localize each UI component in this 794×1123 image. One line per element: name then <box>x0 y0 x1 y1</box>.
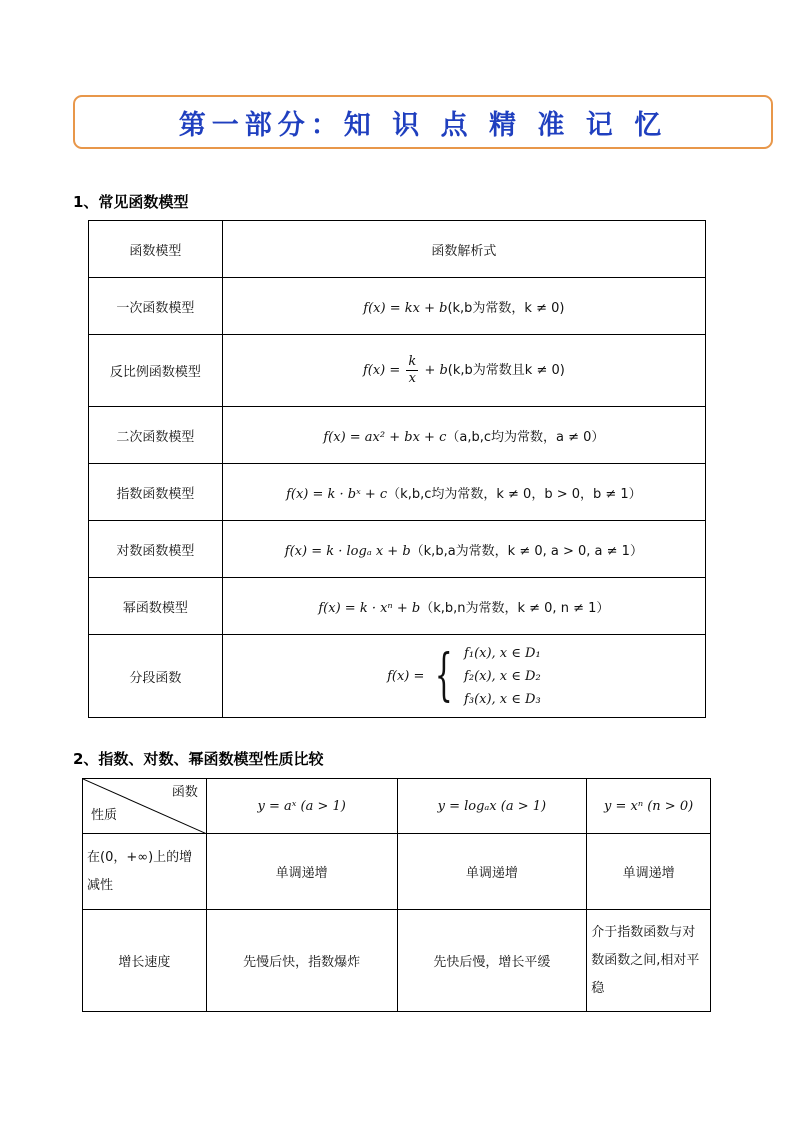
model-name: 幂函数模型 <box>89 578 223 635</box>
table-row <box>89 335 706 407</box>
model-name: 反比例函数模型 <box>89 335 223 407</box>
model-formula: f(x) = { f₁(x), x ∈ D₁ f₂(x), x ∈ D₂ f₃(x), x ∈ D₃ <box>222 635 705 718</box>
model-formula: f(x) = k · xⁿ + b（k,b,n为常数，k ≠ 0, n ≠ 1） <box>222 578 705 635</box>
property-value: 介于指数函数与对数函数之间,相对平稳 <box>587 910 711 1012</box>
property-value: 单调递增 <box>587 834 711 910</box>
table-row <box>89 578 706 635</box>
property-label: 在(0，+∞)上的增减性 <box>83 834 207 910</box>
table-header-row <box>83 779 711 834</box>
section-banner <box>73 95 773 149</box>
model-formula: f(x) = $\frac{k}{x}$ + b(k,b为常数且k ≠ 0) <box>222 335 705 407</box>
function-models-table <box>88 220 706 718</box>
model-name: 指数函数模型 <box>89 464 223 521</box>
table-header-row <box>89 221 706 278</box>
property-label: 增长速度 <box>83 910 207 1012</box>
header-formula: 函数解析式 <box>222 221 705 278</box>
table-row <box>83 834 711 910</box>
fraction: $\frac{k}{x}$ <box>408 354 417 386</box>
section1-title: 1、常见函数模型 <box>73 193 189 211</box>
corner-cell: 函数 性质 <box>83 779 207 834</box>
property-value: 单调递增 <box>397 834 587 910</box>
comparison-table <box>82 778 711 1012</box>
banner-title: 第一部分：知 识 点 精 准 记 忆 <box>178 109 668 141</box>
property-value: 先快后慢，增长平缓 <box>397 910 587 1012</box>
model-name: 二次函数模型 <box>89 407 223 464</box>
model-formula: f(x) = k · bˣ + c（k,b,c均为常数，k ≠ 0，b > 0，b ≠ 1） <box>222 464 705 521</box>
table-row <box>89 464 706 521</box>
property-value: 单调递增 <box>206 834 397 910</box>
section2-title: 2、指数、对数、幂函数模型性质比较 <box>73 750 324 768</box>
property-value: 先慢后快，指数爆炸 <box>206 910 397 1012</box>
model-formula: f(x) = ax² + bx + c（a,b,c均为常数，a ≠ 0） <box>222 407 705 464</box>
header-model: 函数模型 <box>89 221 223 278</box>
table-row <box>83 910 711 1012</box>
column-exponential: y = aˣ (a > 1) <box>206 779 397 834</box>
model-name: 对数函数模型 <box>89 521 223 578</box>
model-formula: f(x) = k · logₐ x + b（k,b,a为常数，k ≠ 0, a > 0, a ≠ 1） <box>222 521 705 578</box>
table-row <box>89 521 706 578</box>
table-row <box>89 407 706 464</box>
column-power: y = xⁿ (n > 0) <box>587 779 711 834</box>
table-row <box>89 635 706 718</box>
column-logarithmic: y = logₐx (a > 1) <box>397 779 587 834</box>
model-name: 分段函数 <box>89 635 223 718</box>
table-row <box>89 278 706 335</box>
model-formula: f(x) = kx + b(k,b为常数，k ≠ 0) <box>222 278 705 335</box>
piecewise-cases: f₁(x), x ∈ D₁ f₂(x), x ∈ D₂ f₃(x), x ∈ D₃ <box>464 645 541 707</box>
brace-symbol: { <box>435 643 454 708</box>
model-name: 一次函数模型 <box>89 278 223 335</box>
